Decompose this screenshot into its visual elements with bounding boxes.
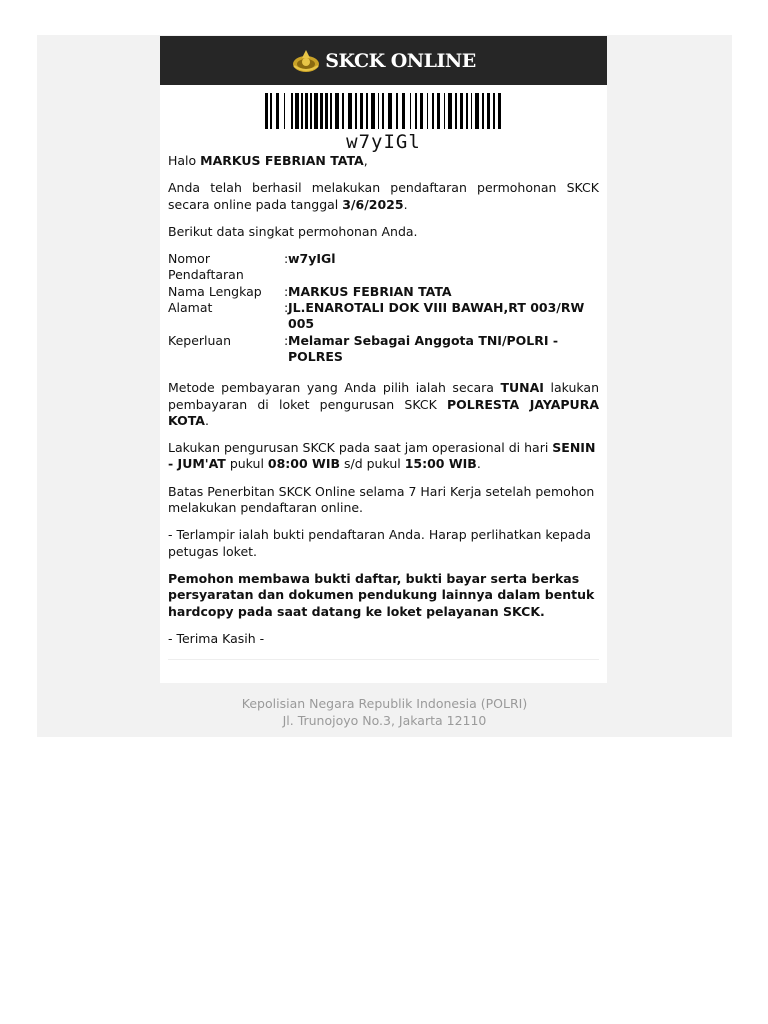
hours-sentence-1: Lakukan pengurusan SKCK pada saat jam operasional di hari bbox=[168, 440, 553, 456]
detail-row-address bbox=[168, 300, 599, 333]
barcode-icon bbox=[265, 93, 503, 129]
header-title: SKCK ONLINE bbox=[325, 49, 476, 72]
email-body bbox=[168, 153, 599, 647]
detail-value: JL.ENAROTALI DOK VIII BAWAH,RT 003/RW 005 bbox=[288, 300, 585, 332]
detail-value: Melamar Sebagai Anggota TNI/POLRI - POLRES bbox=[288, 332, 559, 364]
detail-label: Alamat bbox=[168, 300, 213, 316]
polri-emblem-icon bbox=[291, 48, 321, 74]
detail-label: Nomor Pendaftaran bbox=[168, 251, 244, 283]
detail-colon: : bbox=[284, 251, 289, 267]
payment-office: POLRESTA JAYAPURA KOTA bbox=[168, 396, 599, 428]
footer-divider bbox=[168, 659, 599, 660]
email-footer bbox=[37, 696, 732, 729]
detail-row-registration-number bbox=[168, 251, 599, 284]
email-header bbox=[160, 36, 607, 85]
intro-sentence: Anda telah berhasil melakukan pendaftaran permohonan SKCK secara online pada tanggal bbox=[168, 180, 599, 212]
greeting-suffix: , bbox=[363, 153, 368, 168]
hours-sentence-2: pukul bbox=[225, 456, 268, 472]
closing-time: 15:00 WIB bbox=[404, 456, 477, 472]
payment-sentence-2: lakukan pembayaran di loket pengurusan SKCK bbox=[168, 380, 600, 412]
detail-label: Nama Lengkap bbox=[168, 283, 262, 299]
email-card bbox=[160, 36, 607, 683]
detail-row-purpose bbox=[168, 333, 599, 366]
detail-row-full-name bbox=[168, 284, 599, 300]
applicant-name: MARKUS FEBRIAN TATA bbox=[200, 153, 364, 168]
detail-value: MARKUS FEBRIAN TATA bbox=[288, 283, 452, 299]
greeting bbox=[168, 153, 599, 169]
details-table bbox=[168, 251, 599, 365]
hours-sentence-3: s/d pukul bbox=[340, 456, 405, 472]
footer-organization: Kepolisian Negara Republik Indonesia (POLRI) bbox=[241, 696, 528, 711]
detail-colon: : bbox=[284, 283, 289, 299]
closing-text: - Terima Kasih - bbox=[168, 630, 265, 646]
summary-heading: Berikut data singkat permohonan Anda. bbox=[168, 223, 418, 239]
opening-time: 08:00 WIB bbox=[267, 456, 341, 472]
hours-text bbox=[168, 440, 599, 473]
payment-sentence-1: Metode pembayaran yang Anda pilih ialah secara bbox=[168, 380, 501, 396]
payment-period: . bbox=[204, 412, 209, 428]
detail-colon: : bbox=[284, 332, 289, 348]
registration-barcode bbox=[160, 93, 607, 153]
intro-period: . bbox=[403, 196, 408, 212]
greeting-prefix: Halo bbox=[168, 153, 201, 168]
deadline-text: Batas Penerbitan SKCK Online selama 7 Hari Kerja setelah pemohon melakukan pendaftaran online. bbox=[168, 483, 595, 516]
header-logo bbox=[291, 48, 476, 74]
barcode-code: w7yIGl bbox=[346, 131, 421, 153]
detail-colon: : bbox=[284, 300, 289, 316]
hours-period: . bbox=[476, 456, 481, 472]
registration-date: 3/6/2025 bbox=[342, 196, 404, 212]
detail-label: Keperluan bbox=[168, 332, 232, 348]
notice-text: Pemohon membawa bukti daftar, bukti bayar serta berkas persyaratan dan dokumen pendukung lainnya dalam bentuk hardcopy pada saat datang ke loket pelayanan SKCK. bbox=[168, 570, 595, 619]
footer-address: Jl. Trunojoyo No.3, Jakarta 12110 bbox=[282, 712, 487, 728]
detail-value: w7yIGl bbox=[288, 251, 336, 267]
payment-method: TUNAI bbox=[500, 380, 544, 396]
payment-text bbox=[168, 380, 599, 429]
attachment-text: - Terlampir ialah bukti pendaftaran Anda. Harap perlihatkan kepada petugas loket. bbox=[168, 527, 592, 559]
operating-days: SENIN - JUM'AT bbox=[168, 440, 596, 472]
intro-text bbox=[168, 180, 599, 213]
